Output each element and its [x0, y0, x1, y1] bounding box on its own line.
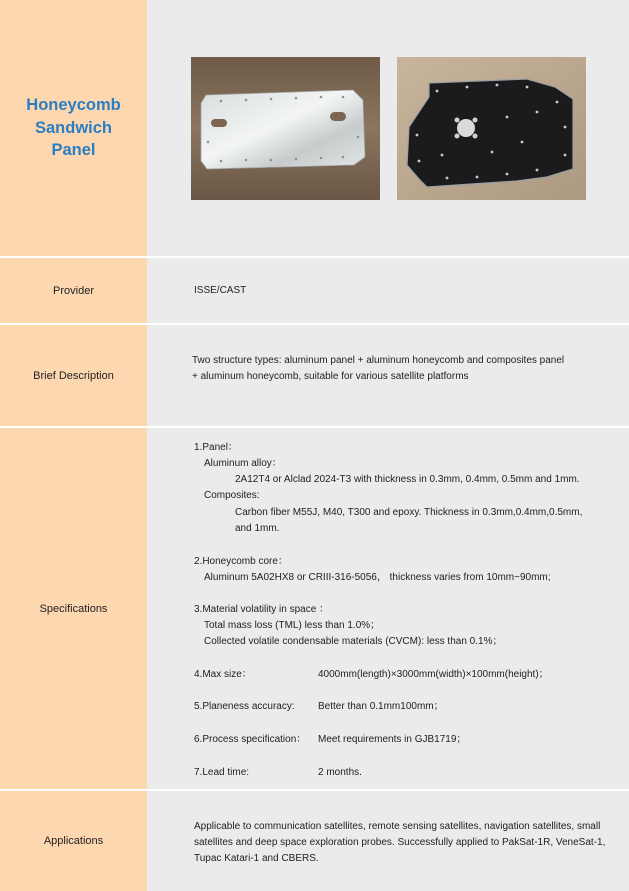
- max-size-value: 4000mm(length)×3000mm(width)×100mm(height)；: [318, 669, 549, 680]
- provider-label: Provider: [0, 258, 147, 323]
- composites-text: and 1mm.: [235, 523, 280, 534]
- applications-line: Applicable to communication satellites, remote sensing satellites, navigation satellites, small: [194, 821, 601, 832]
- composites-text: Carbon fiber M55J, M40, T300 and epoxy. Thickness in 0.3mm,0.4mm,0.5mm,: [235, 507, 583, 518]
- description-row: [0, 325, 629, 426]
- aluminum-panel-photo: [191, 57, 380, 200]
- core-text: Aluminum 5A02HX8 or CRIII-316-5056， thickness varies from 10mm~90mm;: [204, 572, 551, 583]
- provider-row: [0, 258, 629, 323]
- lead-time-label: 7.Lead time:: [194, 767, 250, 778]
- title-row: [0, 0, 629, 256]
- page-title: [26, 94, 120, 162]
- panel-heading: 1.Panel：: [194, 442, 238, 453]
- specifications-row: [0, 428, 629, 789]
- tml-text: Total mass loss (TML) less than 1.0%；: [204, 620, 381, 631]
- process-label: 6.Process specification：: [194, 734, 307, 745]
- specifications-label: Specifications: [0, 428, 147, 789]
- applications-row: [0, 791, 629, 891]
- process-value: Meet requirements in GJB1719；: [318, 734, 467, 745]
- title-line: Sandwich: [34, 118, 112, 137]
- planeness-label: 5.Planeness accuracy:: [194, 701, 295, 712]
- title-line: Honeycomb: [26, 96, 121, 115]
- lead-time-value: 2 months.: [318, 767, 362, 778]
- description-line: + aluminum honeycomb, suitable for various satellite platforms: [192, 371, 469, 382]
- max-size-label: 4.Max size：: [194, 669, 252, 680]
- volatility-heading: 3.Material volatility in space ：: [194, 604, 330, 615]
- description-line: Two structure types: aluminum panel + aluminum honeycomb and composites panel: [192, 355, 565, 366]
- composites-heading: Composites:: [204, 490, 260, 501]
- applications-line: Tupac Katari-1 and CBERS.: [194, 853, 319, 864]
- composite-panel-photo: [397, 57, 586, 200]
- provider-value: ISSE/CAST: [194, 285, 247, 296]
- description-label: Brief Description: [0, 325, 147, 426]
- aluminum-text: 2A12T4 or Alclad 2024-T3 with thickness in 0.3mm, 0.4mm, 0.5mm and 1mm.: [235, 474, 580, 485]
- cvcm-text: Collected volatile condensable materials (CVCM): less than 0.1%；: [204, 636, 503, 647]
- title-cell: [0, 0, 147, 256]
- title-line: Panel: [51, 141, 96, 160]
- core-heading: 2.Honeycomb core：: [194, 556, 288, 567]
- planeness-value: Better than 0.1mm100mm；: [318, 701, 444, 712]
- aluminum-heading: Aluminum alloy：: [204, 458, 282, 469]
- applications-label: Applications: [0, 791, 147, 891]
- applications-line: satellites and deep space exploration probes. Successfully applied to PakSat-1R, VeneSat-1,: [194, 837, 606, 848]
